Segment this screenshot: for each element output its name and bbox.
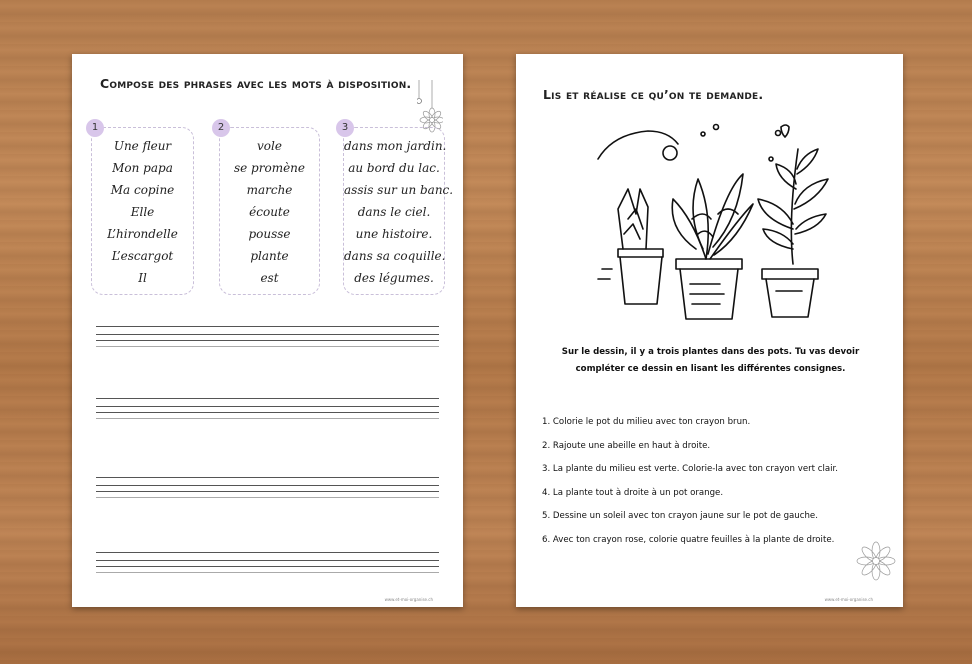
instructions-list: [542, 414, 838, 555]
word: se promène: [233, 161, 306, 175]
column-number-badge: 3: [336, 119, 354, 137]
instruction-item: 3. La plante du milieu est verte. Colorie-la avec ton crayon vert clair.: [542, 464, 838, 474]
word: assis sur un banc.: [344, 183, 454, 197]
word: L’escargot: [111, 249, 174, 263]
word: L’hirondelle: [107, 227, 178, 241]
instruction-item: 6. Avec ton crayon rose, colorie quatre feuilles à la plante de droite.: [542, 534, 835, 545]
word: écoute: [249, 205, 290, 219]
instruction-item: 1. Colorie le pot du milieu avec ton crayon brun.: [542, 417, 751, 427]
three-potted-plants-illustration: [588, 119, 838, 329]
word: dans le ciel.: [357, 205, 431, 219]
word: plante: [250, 249, 289, 263]
word: Mon papa: [112, 161, 173, 175]
footer-url: www.et-moi-organise.ch: [384, 597, 433, 602]
left-worksheet-title: Compose des phrases avec les mots à disposition.: [100, 76, 412, 91]
word-column-1: [91, 127, 194, 295]
word: une histoire.: [355, 227, 433, 241]
word: marche: [246, 183, 293, 197]
instruction-item: 5. Dessine un soleil avec ton crayon jaune sur le pot de gauche.: [542, 511, 818, 521]
word-list-1: [92, 135, 193, 289]
right-worksheet-title: Lis et réalise ce qu’on te demande.: [543, 87, 764, 102]
footer-url: www.et-moi-organise.ch: [824, 597, 873, 602]
instruction-item: 2. Rajoute une abeille en haut à droite.: [542, 440, 711, 451]
column-number-badge: 1: [86, 119, 104, 137]
word: Ma copine: [110, 183, 175, 197]
instructions-intro: Sur le dessin, il y a trois plantes dans des pots. Tu vas devoir compléter ce dessin en lisant les différentes consignes.: [561, 347, 860, 374]
flower-icon: [856, 541, 896, 581]
word: dans mon jardin.: [344, 139, 447, 153]
word: au bord du lac.: [348, 161, 440, 175]
word: Il: [138, 271, 147, 285]
word-list-2: [220, 135, 319, 289]
word-column-3: [343, 127, 454, 295]
word: dans sa coquille.: [344, 249, 446, 263]
word: Elle: [130, 205, 155, 219]
right-worksheet: [516, 54, 903, 607]
word: pousse: [248, 227, 291, 241]
word: est: [260, 271, 279, 285]
word: vole: [257, 139, 282, 153]
instruction-item: 4. La plante tout à droite à un pot orange.: [542, 487, 724, 498]
word: Une fleur: [113, 139, 172, 153]
word: des légumes.: [354, 271, 434, 285]
word-column-2: [219, 127, 320, 295]
column-number-badge: 2: [212, 119, 230, 137]
word-list-3: [344, 135, 454, 289]
left-worksheet: [72, 54, 463, 607]
